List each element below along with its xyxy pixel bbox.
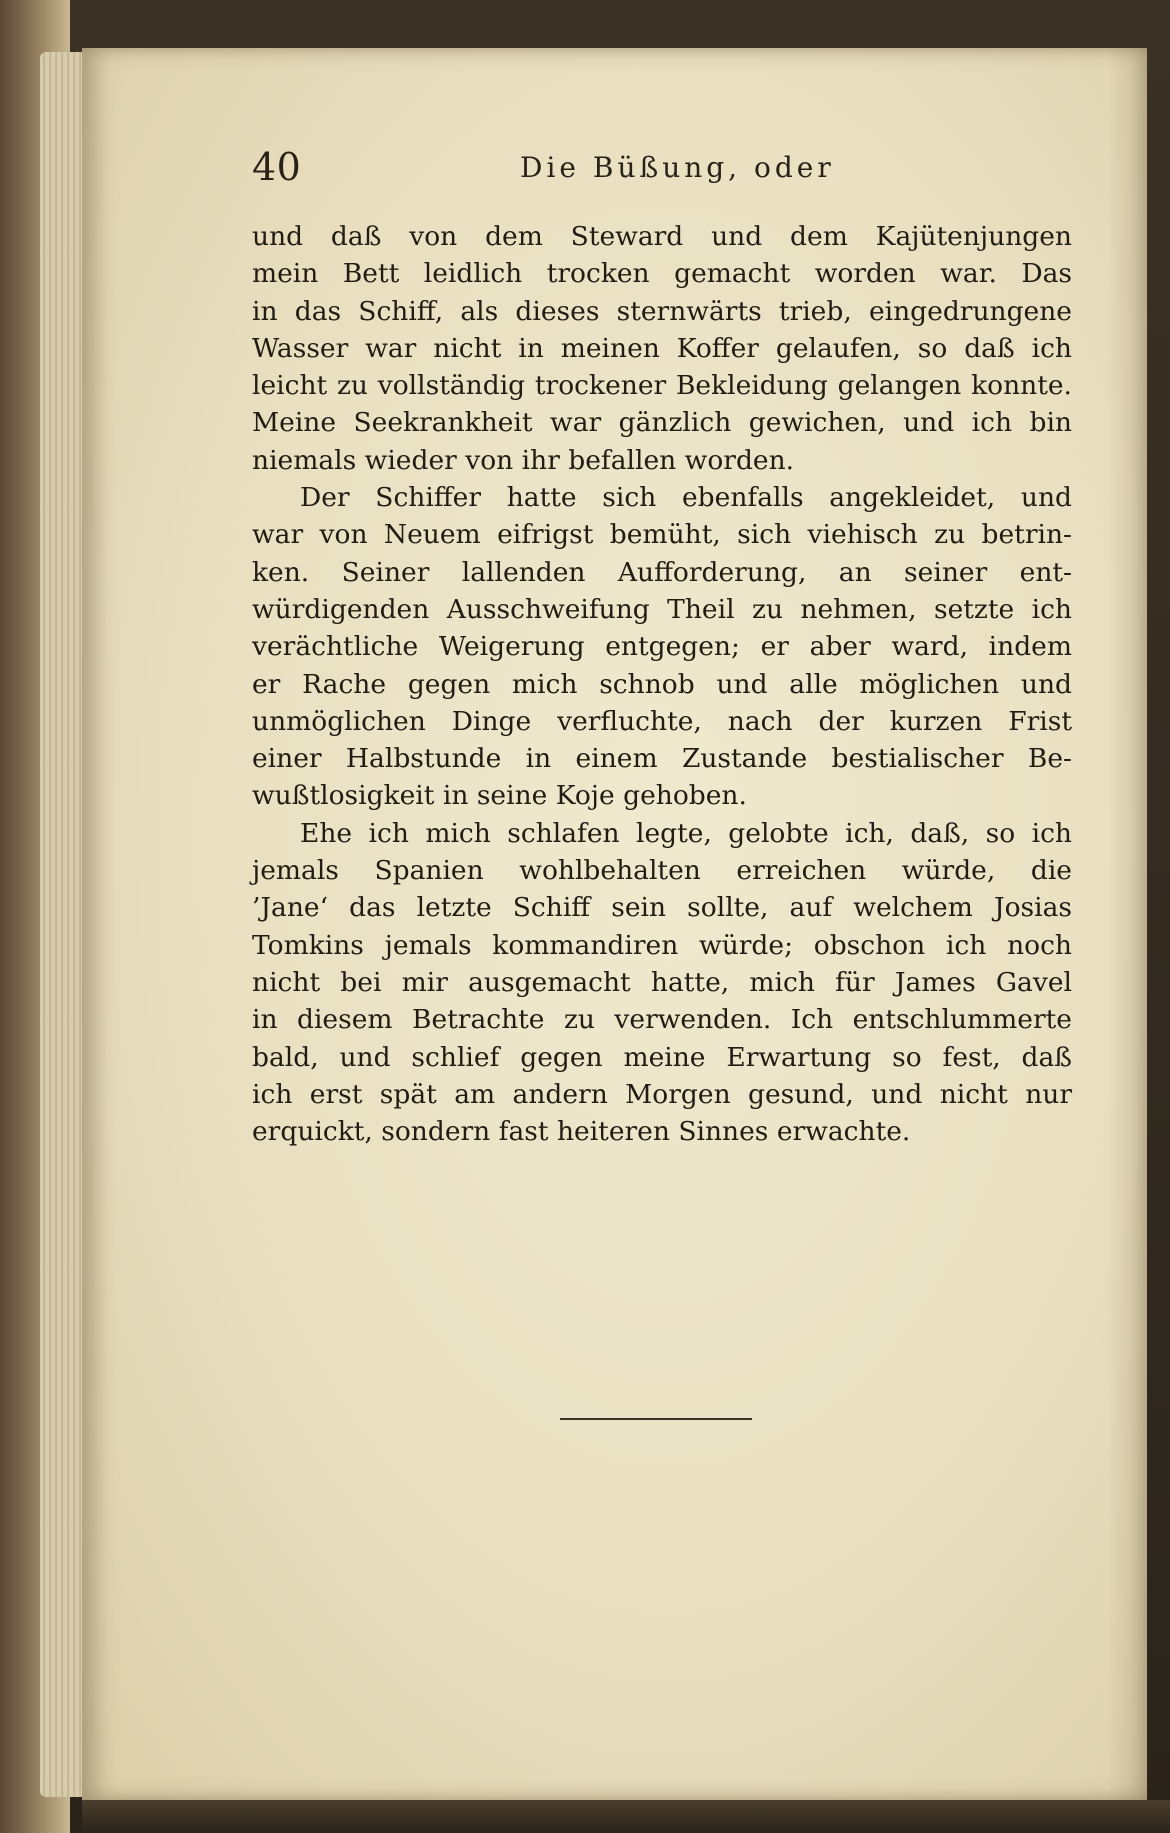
text-line: einer Halbstunde in einem Zustande bestialischer Be- [252, 743, 1072, 775]
text-line: in das Schiff, als dieses sternwärts trieb, eingedrungene [252, 295, 1072, 327]
text-line: nicht bei mir ausgemacht hatte, mich für James Gavel [252, 966, 1072, 998]
text-line: Tomkins jemals kommandiren würde; obschon ich noch [252, 929, 1072, 961]
page-header [170, 145, 870, 195]
text-line: ’Jane‘ das letzte Schiff sein sollte, auf welchem Josias [252, 892, 1072, 924]
text-line: unmöglichen Dinge verfluchte, nach der kurzen Frist [252, 705, 1072, 737]
paragraph-2 [252, 479, 1072, 815]
text-line: ken. Seiner lallenden Aufforderung, an seiner ent- [252, 556, 1072, 588]
text-line: erquickt, sondern fast heiteren Sinnes erwachte. [252, 1116, 911, 1148]
text-line: verächtliche Weigerung entgegen; er aber ward, indem [252, 631, 1072, 663]
book-bottom-edge [82, 1800, 1170, 1833]
text-line: Wasser war nicht in meinen Koffer gelaufen, so daß ich [252, 332, 1072, 364]
paragraph-1 [252, 218, 1072, 479]
page-number: 40 [252, 145, 302, 189]
text-line: in diesem Betrachte zu verwenden. Ich entschlummerte [252, 1004, 1072, 1036]
text-line: Der Schiffer hatte sich ebenfalls angekleidet, und [300, 482, 1072, 514]
text-line: mein Bett leidlich trocken gemacht worden war. Das [252, 258, 1072, 290]
text-line: Ehe ich mich schlafen legte, gelobte ich, daß, so ich [300, 817, 1072, 849]
section-divider-rule [560, 1418, 752, 1420]
text-line: bald, und schlief gegen meine Erwartung so fest, daß [252, 1041, 1072, 1073]
text-line: jemals Spanien wohlbehalten erreichen würde, die [252, 855, 1072, 887]
text-line: Meine Seekrankheit war gänzlich gewichen, und ich bin [252, 407, 1072, 439]
paragraph-3 [252, 815, 1072, 1151]
running-head: Die Büßung, oder [520, 151, 835, 184]
text-line: leicht zu vollständig trockener Bekleidung gelangen konnte. [252, 370, 1072, 402]
text-line: würdigenden Ausschweifung Theil zu nehmen, setzte ich [252, 593, 1072, 625]
text-line: er Rache gegen mich schnob und alle möglichen und [252, 668, 1072, 700]
text-line: und daß von dem Steward und dem Kajütenjungen [252, 221, 1072, 252]
body-text [252, 218, 1072, 1150]
page-gutter-shadow [1107, 48, 1147, 1800]
text-line: wußtlosigkeit in seine Koje gehoben. [252, 780, 747, 812]
text-line: niemals wieder von ihr befallen worden. [252, 444, 795, 476]
text-line: ich erst spät am andern Morgen gesund, und nicht nur [252, 1078, 1072, 1110]
text-line: war von Neuem eifrigst bemüht, sich viehisch zu betrin- [252, 519, 1072, 551]
